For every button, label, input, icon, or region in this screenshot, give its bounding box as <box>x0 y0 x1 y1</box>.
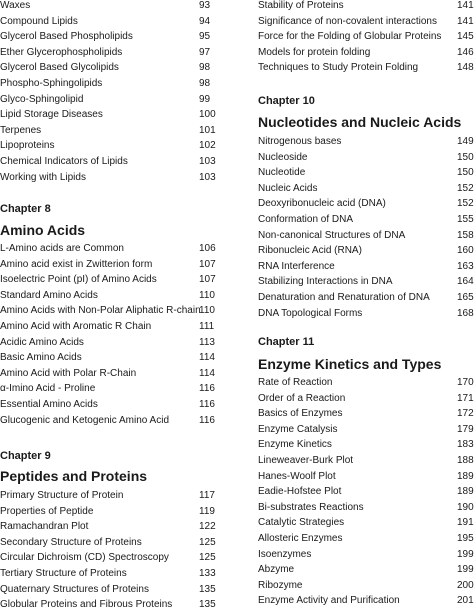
toc-entry[interactable] <box>0 366 216 381</box>
toc-entry-page: 146 <box>457 46 474 58</box>
toc-entry-page: 152 <box>457 182 474 194</box>
toc-entry-title: Compound Lipids <box>0 15 78 27</box>
toc-entry-title: Acidic Amino Acids <box>0 336 84 348</box>
toc-entry-page: 116 <box>199 399 215 410</box>
toc-entry-title: Ribozyme <box>258 579 303 591</box>
toc-entry-title: L-Amino acids are Common <box>0 243 124 254</box>
toc-entry[interactable] <box>258 531 474 546</box>
toc-entry-title: Amino acid exist in Zwitterion form <box>0 258 153 270</box>
toc-entry[interactable] <box>0 413 216 428</box>
toc-entry-title: Basic Amino Acids <box>0 352 82 364</box>
toc-entry-title: Secondary Structure of Proteins <box>0 536 142 548</box>
toc-entry[interactable] <box>258 422 474 437</box>
toc-entry-page: 165 <box>457 292 474 303</box>
toc-entry[interactable] <box>0 29 216 44</box>
chapter-title: Amino Acids <box>0 222 86 238</box>
toc-entry[interactable] <box>0 241 216 256</box>
toc-entry[interactable] <box>258 259 474 274</box>
toc-entry-page: 111 <box>199 321 215 332</box>
toc-entry[interactable] <box>258 196 474 211</box>
toc-entry-title: Properties of Peptide <box>0 505 94 517</box>
toc-entry-page: 150 <box>457 151 474 163</box>
toc-entry[interactable] <box>258 453 474 468</box>
toc-entry-title: Deoxyribonucleic acid (DNA) <box>258 198 386 210</box>
toc-entry-title: Hanes-Woolf Plot <box>258 470 336 482</box>
toc-entry[interactable] <box>0 350 216 365</box>
toc-entry-page: 172 <box>457 408 474 420</box>
toc-entry-title: Stabilizing Interactions in DNA <box>258 276 393 288</box>
toc-entry-title: Chemical Indicators of Lipids <box>0 156 128 167</box>
toc-entry[interactable] <box>0 550 216 565</box>
toc-entry-title: Ether Glycerophospholipids <box>0 46 123 58</box>
toc-entry-title: Tertiary Structure of Proteins <box>0 568 127 579</box>
toc-entry-page: 103 <box>199 156 216 167</box>
toc-entry-title: Phospho-Sphingolipids <box>0 78 103 89</box>
toc-entry-page: 168 <box>457 307 474 319</box>
toc-entry[interactable] <box>258 29 474 44</box>
toc-entry-page: 179 <box>457 423 474 435</box>
toc-entry-title: Isoenzymes <box>258 548 312 560</box>
toc-entry-page: 119 <box>199 505 215 517</box>
toc-entry-title: Amino Acids with Non-Polar Aliphatic R-chain <box>0 305 201 317</box>
toc-entry[interactable] <box>0 76 216 91</box>
toc-entry-title: Glyco-Sphingolipid <box>0 93 84 105</box>
toc-entry-title: Techniques to Study Protein Folding <box>258 62 419 74</box>
toc-entry-title: Ramachandran Plot <box>0 521 89 533</box>
toc-entry-title: Stability of Proteins <box>258 0 344 11</box>
toc-entry-page: 150 <box>457 167 474 179</box>
toc-entry-page: 99 <box>199 93 211 105</box>
toc-entry-page: 152 <box>457 198 474 210</box>
toc-entry-title: Bi-substrates Reactions <box>258 501 364 513</box>
toc-entry[interactable] <box>0 288 216 303</box>
toc-entry-title: Glycerol Based Glycolipids <box>0 62 119 74</box>
toc-entry[interactable] <box>258 391 474 406</box>
toc-entry-page: 200 <box>457 579 474 591</box>
toc-entry[interactable] <box>0 170 216 185</box>
toc-entry-title: Enzyme Kinetics <box>258 439 332 451</box>
toc-entry-title: Enzyme Catalysis <box>258 423 338 435</box>
toc-entry-page: 95 <box>199 31 211 43</box>
toc-entry[interactable] <box>258 165 474 180</box>
toc-entry-page: 195 <box>457 533 474 544</box>
toc-entry-page: 155 <box>457 214 474 225</box>
toc-entry-page: 93 <box>199 0 211 11</box>
toc-entry[interactable] <box>258 562 474 577</box>
toc-entry[interactable] <box>258 515 474 530</box>
toc-entry-page: 106 <box>199 243 216 254</box>
toc-entry-page: 114 <box>199 352 215 364</box>
toc-entry-title: Terpenes <box>0 124 42 136</box>
toc-entry[interactable] <box>258 0 474 13</box>
toc-entry[interactable] <box>0 597 216 609</box>
toc-entry-title: Glucogenic and Ketogenic Amino Acid <box>0 414 169 426</box>
toc-entry-page: 199 <box>457 564 474 576</box>
toc-entry[interactable] <box>258 150 474 165</box>
toc-entry-page: 149 <box>457 136 474 147</box>
toc-entry-page: 122 <box>199 521 216 533</box>
toc-entry-page: 135 <box>199 583 216 595</box>
toc-entry-page: 171 <box>457 392 474 404</box>
toc-entry[interactable] <box>258 14 474 29</box>
toc-entry-title: Essential Amino Acids <box>0 399 98 410</box>
toc-entry[interactable] <box>0 138 216 153</box>
toc-entry-page: 100 <box>199 109 216 121</box>
toc-entry-title: Isoelectric Point (pI) of Amino Acids <box>0 274 157 286</box>
right-column <box>258 0 474 609</box>
toc-entry-title: Rate of Reaction <box>258 377 333 388</box>
toc-entry-title: Nucleic Acids <box>258 182 318 194</box>
toc-entry[interactable] <box>0 535 216 550</box>
toc-entry-title: DNA Topological Forms <box>258 307 363 319</box>
chapter-label: Chapter 10 <box>258 95 315 107</box>
toc-entry-title: Circular Dichroism (CD) Spectroscopy <box>0 552 169 564</box>
toc-entry[interactable] <box>258 500 474 515</box>
toc-entry-page: 160 <box>457 245 474 257</box>
toc-entry-page: 199 <box>457 548 474 560</box>
toc-entry-title: Primary Structure of Protein <box>0 490 124 501</box>
toc-entry-title: Force for the Folding of Globular Proteins <box>258 31 442 43</box>
toc-entry-page: 117 <box>199 490 215 501</box>
chapter-label: Chapter 8 <box>0 203 51 215</box>
toc-entry-page: 101 <box>199 124 216 136</box>
toc-entry-page: 116 <box>199 383 215 395</box>
toc-entry-page: 189 <box>457 470 474 482</box>
chapter-title: Nucleotides and Nucleic Acids <box>258 114 462 130</box>
toc-entry-title: Quaternary Structures of Proteins <box>0 583 149 595</box>
toc-entry[interactable] <box>258 406 474 421</box>
toc-entry-title: Allosteric Enzymes <box>258 533 343 544</box>
toc-entry[interactable] <box>258 45 474 60</box>
toc-entry-page: 188 <box>457 455 474 466</box>
toc-entry-page: 148 <box>457 62 474 74</box>
toc-entry-title: Lipid Storage Diseases <box>0 109 103 121</box>
toc-entry-page: 110 <box>199 289 215 301</box>
toc-entry[interactable] <box>0 488 216 503</box>
toc-entry[interactable] <box>0 257 216 272</box>
toc-entry-page: 163 <box>457 260 474 272</box>
toc-entry[interactable] <box>258 484 474 499</box>
toc-entry-page: 110 <box>199 305 215 317</box>
toc-entry-page: 201 <box>457 595 474 607</box>
toc-entry-page: 116 <box>199 414 215 426</box>
toc-entry-title: Lineweaver-Burk Plot <box>258 455 354 466</box>
toc-entry-title: Catalytic Strategies <box>258 517 345 529</box>
toc-entry[interactable] <box>0 45 216 60</box>
toc-entry-title: Nitrogenous bases <box>258 136 342 147</box>
toc-entry-title: Models for protein folding <box>258 46 371 58</box>
toc-entry[interactable] <box>0 397 216 412</box>
toc-entry-title: Working with Lipids <box>0 171 86 183</box>
toc-entry[interactable] <box>0 335 216 350</box>
toc-entry-title: Nucleotide <box>258 167 306 179</box>
toc-entry[interactable] <box>0 582 216 597</box>
toc-entry-page: 107 <box>199 258 216 270</box>
toc-entry-title: Basics of Enzymes <box>258 408 343 420</box>
toc-entry-page: 191 <box>457 517 474 529</box>
toc-entry[interactable] <box>0 154 216 169</box>
toc-entry-page: 141 <box>457 0 474 11</box>
toc-entry[interactable] <box>0 107 216 122</box>
toc-entry[interactable] <box>258 547 474 562</box>
toc-entry-page: 164 <box>457 276 474 288</box>
toc-entry[interactable] <box>258 228 474 243</box>
toc-entry-page: 107 <box>199 274 216 286</box>
toc-entry[interactable] <box>0 14 216 29</box>
toc-entry[interactable] <box>0 92 216 107</box>
toc-entry[interactable] <box>258 437 474 452</box>
toc-entry-title: Significance of non-covalent interactions <box>258 15 437 27</box>
toc-entry-page: 189 <box>457 486 474 498</box>
toc-entry-page: 94 <box>199 15 211 27</box>
toc-entry-title: Waxes <box>0 0 31 11</box>
toc-entry-title: Denaturation and Renaturation of DNA <box>258 292 430 303</box>
toc-entry-title: Amino Acid with Aromatic R Chain <box>0 321 152 332</box>
toc-entry-page: 98 <box>199 78 211 89</box>
toc-entry-title: Enzyme Activity and Purification <box>258 595 400 607</box>
toc-entry-title: Conformation of DNA <box>258 214 354 225</box>
toc-entry[interactable] <box>258 212 474 227</box>
toc-entry-page: 135 <box>199 599 216 609</box>
toc-entry-title: Ribonucleic Acid (RNA) <box>258 245 362 257</box>
chapter-title: Enzyme Kinetics and Types <box>258 356 442 372</box>
toc-entry[interactable] <box>258 290 474 305</box>
toc-entry-page: 133 <box>199 568 216 579</box>
toc-entry-title: Order of a Reaction <box>258 392 346 404</box>
toc-entry-title: Lipoproteins <box>0 140 55 152</box>
toc-entry-title: Abzyme <box>258 564 295 576</box>
toc-entry-page: 114 <box>199 367 215 379</box>
toc-entry-title: Glycerol Based Phospholipids <box>0 31 133 43</box>
toc-entry[interactable] <box>0 272 216 287</box>
toc-entry[interactable] <box>0 381 216 396</box>
toc-entry[interactable] <box>258 469 474 484</box>
toc-entry-page: 113 <box>199 336 215 348</box>
toc-entry[interactable] <box>258 243 474 258</box>
toc-entry-title: Globular Proteins and Fibrous Proteins <box>0 599 173 609</box>
toc-entry[interactable] <box>258 375 474 390</box>
toc-entry-title: Nucleoside <box>258 151 308 163</box>
toc-entry[interactable] <box>0 504 216 519</box>
toc-entry[interactable] <box>0 566 216 581</box>
toc-entry[interactable] <box>0 303 216 318</box>
toc-entry[interactable] <box>258 274 474 289</box>
toc-entry-page: 125 <box>199 536 216 548</box>
toc-entry-page: 125 <box>199 552 216 564</box>
toc-entry[interactable] <box>258 306 474 321</box>
chapter-label: Chapter 11 <box>258 336 315 348</box>
toc-entry[interactable] <box>0 0 216 13</box>
chapter-title: Peptides and Proteins <box>0 468 148 484</box>
toc-entry[interactable] <box>0 123 216 138</box>
toc-entry[interactable] <box>0 60 216 75</box>
toc-entry-title: Standard Amino Acids <box>0 289 98 301</box>
toc-entry-title: α-Imino Acid - Proline <box>0 383 96 395</box>
toc-entry-title: RNA Interference <box>258 260 335 272</box>
toc-entry-page: 102 <box>199 140 216 152</box>
toc-entry[interactable] <box>0 519 216 534</box>
toc-entry-title: Amino Acid with Polar R-Chain <box>0 367 137 379</box>
toc-entry-title: Non-canonical Structures of DNA <box>258 229 406 241</box>
toc-entry-page: 97 <box>199 46 211 58</box>
toc-entry-page: 170 <box>457 377 474 388</box>
chapter-label: Chapter 9 <box>0 450 51 462</box>
toc-entry[interactable] <box>258 134 474 149</box>
toc-entry-page: 141 <box>457 15 474 27</box>
toc-entry-title: Eadie-Hofstee Plot <box>258 486 342 498</box>
toc-entry-page: 103 <box>199 171 216 183</box>
toc-entry-page: 183 <box>457 439 474 451</box>
toc-entry[interactable] <box>258 60 474 75</box>
toc-entry-page: 98 <box>199 62 211 74</box>
toc-entry-page: 190 <box>457 501 474 513</box>
toc-entry[interactable] <box>258 593 474 608</box>
toc-entry-page: 145 <box>457 31 474 43</box>
toc-entry[interactable] <box>258 181 474 196</box>
toc-entry[interactable] <box>258 578 474 593</box>
toc-entry-page: 158 <box>457 229 474 241</box>
toc-entry[interactable] <box>0 319 216 334</box>
